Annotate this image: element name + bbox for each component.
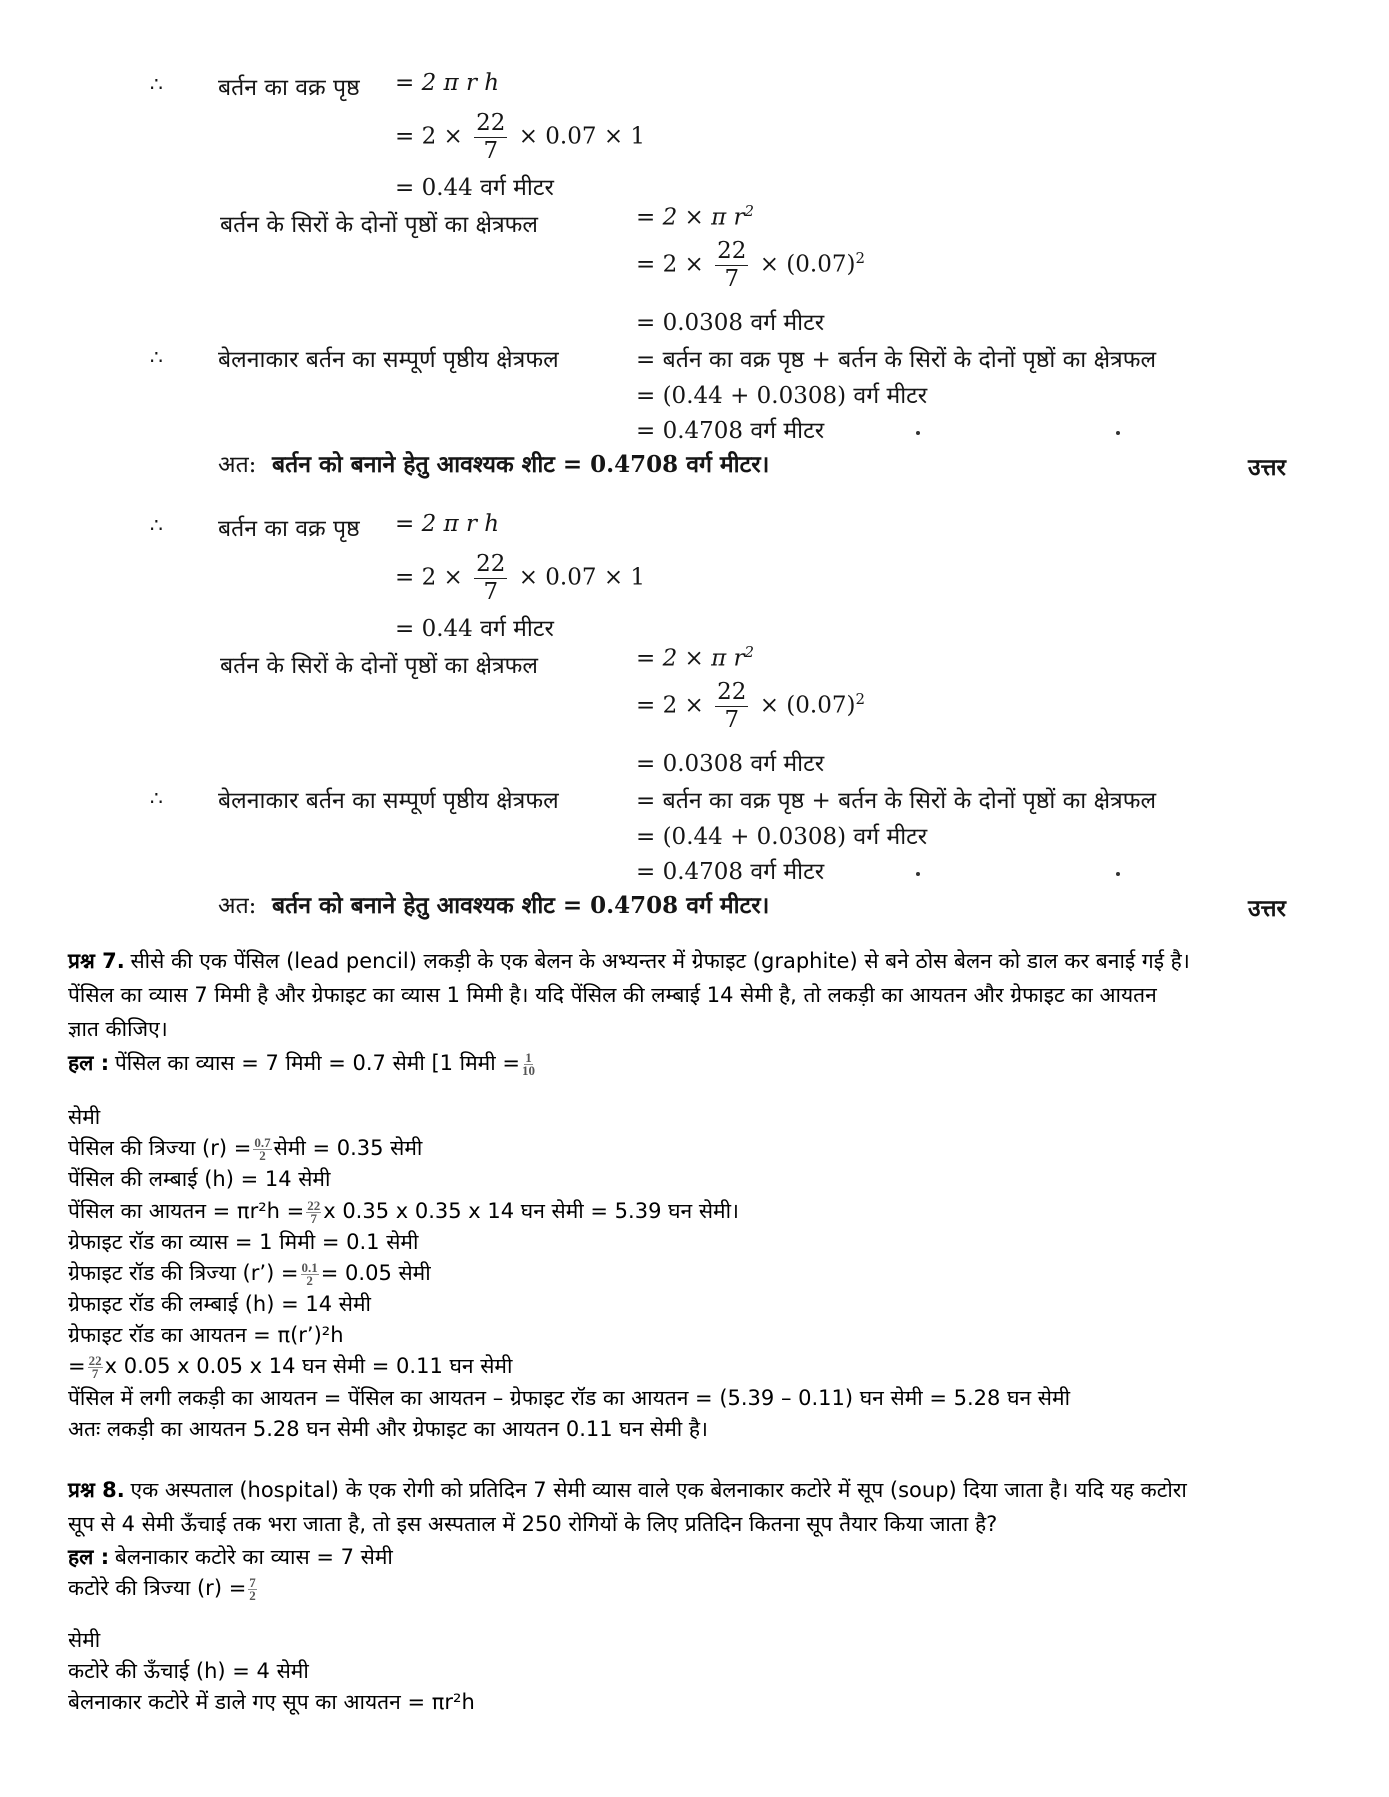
curved-surface-formula: = 2 π r h [395,511,500,537]
q7-length: पेंसिल की लम्बाई (h) = 14 सेमी [68,1167,331,1191]
step-prefix: = 2 × [636,251,704,278]
curved-surface-label: बर्तन का वक्र पृष्ठ [218,516,360,542]
curved-surface-step [395,553,645,604]
formula-text: = 2 × π r [636,204,745,231]
q7-rod-length: ग्रेफाइट रॉड की लम्बाई (h) = 14 सेमी [68,1292,371,1316]
fraction [715,240,748,291]
numerator: 7 [249,1574,256,1590]
conclusion-prefix: अत: [218,893,257,919]
denominator: 7 [483,138,499,164]
total-area-result: = 0.4708 वर्ग मीटर [636,418,825,444]
question-text: एक अस्पताल (hospital) के एक रोगी को प्रतिदिन 7 सेमी व्यास वाले एक बेलनाकार कटोरे में सूप (soup) दिया जाता है। यदि यह कटोरा [130,1478,1187,1502]
q8-solution-line-1 [68,1543,393,1571]
numerator: 22 [88,1352,102,1368]
answer-label: उत्तर [1248,895,1286,922]
q7-rod-diameter: ग्रेफाइट रॉड का व्यास = 1 मिमी = 0.1 सेमी [68,1230,419,1254]
total-area-formula: = बर्तन का वक्र पृष्ठ + बर्तन के सिरों के दोनों पृष्ठों का क्षेत्रफल [636,788,1157,814]
q7-line-2: पेंसिल का व्यास 7 मिमी है और ग्रेफाइट का व्यास 1 मिमी है। यदि पेंसिल की लम्बाई 14 सेमी है, तो लकड़ी का आयतन और ग्रेफाइट का आयतन [68,983,1157,1007]
q8-volume: बेलनाकार कटोरे में डाले गए सूप का आयतन = πr²h [68,1690,475,1714]
ends-area-label: बर्तन के सिरों के दोनों पृष्ठों का क्षेत्रफल [220,212,538,238]
fraction [306,1197,321,1227]
curved-surface-step [395,112,645,163]
q7-rod-calc [68,1352,512,1381]
question-number: प्रश्न 8. [68,1478,125,1502]
ends-area-step [636,240,865,291]
q8-line-2: सूप से 4 सेमी ऊँचाई तक भरा जाता है, तो इस अस्पताल में 250 रोगियों के लिए प्रतिदिन कितना सूप तैयार किया जाता है? [68,1512,998,1536]
numerator: 22 [476,110,506,136]
q8-radius [68,1574,259,1603]
total-area-result: = 0.4708 वर्ग मीटर [636,859,825,885]
numerator: 0.1 [301,1259,318,1275]
ends-area-label: बर्तन के सिरों के दोनों पृष्ठों का क्षेत्रफल [220,653,538,679]
step-suffix: × (0.07) [759,692,856,719]
total-area-step: = (0.44 + 0.0308) वर्ग मीटर [636,383,928,409]
scan-speck [916,872,920,876]
conclusion-text: बर्तन को बनाने हेतु आवश्यक शीट = 0.4708 वर्ग मीटर। [272,892,770,919]
numerator: 22 [476,551,506,577]
total-area-label: बेलनाकार बर्तन का सम्पूर्ण पृष्ठीय क्षेत्रफल [218,347,559,373]
step-suffix: × 0.07 × 1 [518,123,646,150]
step-prefix: = 2 × [395,564,463,591]
curved-surface-formula: = 2 π r h [395,70,500,96]
q7-line-1 [68,947,1190,975]
question-number: प्रश्न 7. [68,949,125,973]
q7-solution-line-1 [68,1049,537,1078]
q7-unit-line: सेमी [68,1105,101,1129]
q8-line-1 [68,1476,1187,1504]
therefore-symbol: ∴ [150,72,163,96]
text: x 0.05 x 0.05 x 14 घन सेमी = 0.11 घन सेमी [104,1354,513,1378]
numerator: 22 [717,238,747,264]
fraction [88,1352,103,1382]
fraction [248,1574,257,1604]
question-text: सीसे की एक पेंसिल (lead pencil) लकड़ी के एक बेलन के अभ्यन्तर में ग्रेफाइट (graphite) से बने ठोस बेलन को डाल कर बनाई गई है। [130,949,1190,973]
q7-radius [68,1134,422,1163]
fraction [474,112,507,163]
q7-wood-volume: पेंसिल में लगी लकड़ी का आयतन = पेंसिल का आयतन – ग्रेफाइट रॉड का आयतन = (5.39 – 0.11) घन सेमी = 5.28 घन सेमी [68,1386,1071,1410]
total-area-step: = (0.44 + 0.0308) वर्ग मीटर [636,824,928,850]
denominator: 7 [724,266,740,292]
exponent: 2 [744,643,755,661]
step-suffix: × 0.07 × 1 [518,564,646,591]
numerator: 22 [717,679,747,705]
ends-area-result: = 0.0308 वर्ग मीटर [636,310,825,336]
text: ग्रेफाइट रॉड की त्रिज्या (r’) = [68,1261,299,1285]
denominator: 2 [259,1148,266,1164]
exponent: 2 [744,202,755,220]
denominator: 2 [306,1273,313,1289]
step-suffix: × (0.07) [759,251,856,278]
ends-area-formula [636,202,754,231]
conclusion-text: बर्तन को बनाने हेतु आवश्यक शीट = 0.4708 वर्ग मीटर। [272,451,770,478]
step-prefix: = 2 × [636,692,704,719]
fraction [301,1259,319,1289]
answer-label: उत्तर [1248,454,1286,481]
text: पेसिल की त्रिज्या (r) = [68,1136,252,1160]
numerator: 22 [307,1197,321,1213]
denominator: 7 [310,1211,317,1227]
conclusion-prefix: अत: [218,452,257,478]
text: x 0.35 x 0.35 x 14 घन सेमी = 5.39 घन सेमी। [323,1199,739,1223]
fraction [715,681,748,732]
scan-speck [916,431,920,435]
q7-rod-radius [68,1259,431,1288]
therefore-symbol: ∴ [150,513,163,537]
therefore-symbol: ∴ [150,786,163,810]
step-prefix: = 2 × [395,123,463,150]
exponent: 2 [855,248,865,267]
q8-unit-line: सेमी [68,1628,101,1652]
ends-area-result: = 0.0308 वर्ग मीटर [636,751,825,777]
solution-text: बेलनाकार कटोरे का व्यास = 7 सेमी [114,1545,393,1569]
numerator: 1 [525,1049,532,1065]
denominator: 10 [521,1063,535,1079]
total-area-label: बेलनाकार बर्तन का सम्पूर्ण पृष्ठीय क्षेत्रफल [218,788,559,814]
text: सेमी = 0.35 सेमी [273,1136,423,1160]
denominator: 7 [91,1366,99,1382]
q7-volume [68,1197,739,1226]
text: कटोरे की त्रिज्या (r) = [68,1576,247,1600]
q7-line-3: ज्ञात कीजिए। [68,1017,168,1041]
curved-surface-result: = 0.44 वर्ग मीटर [395,175,554,201]
ends-area-step [636,681,865,732]
ends-area-formula [636,643,754,672]
fraction [253,1134,271,1164]
scan-speck [1116,872,1120,876]
denominator: 2 [249,1588,256,1604]
solution-label: हल : [68,1545,110,1569]
formula-text: = 2 × π r [636,645,745,672]
numerator: 0.7 [254,1134,271,1150]
solution-text: पेंसिल का व्यास = 7 मिमी = 0.7 सेमी [1 मिमी = [114,1051,520,1075]
q7-rod-volume: ग्रेफाइट रॉड का आयतन = π(r’)²h [68,1323,344,1347]
therefore-symbol: ∴ [150,345,163,369]
solution-label: हल : [68,1051,110,1075]
denominator: 7 [724,707,740,733]
scan-speck [1116,431,1120,435]
curved-surface-label: बर्तन का वक्र पृष्ठ [218,75,360,101]
fraction [474,553,507,604]
curved-surface-result: = 0.44 वर्ग मीटर [395,616,554,642]
fraction [521,1049,535,1079]
q8-height: कटोरे की ऊँचाई (h) = 4 सेमी [68,1659,309,1683]
q7-conclusion: अतः लकड़ी का आयतन 5.28 घन सेमी और ग्रेफाइट का आयतन 0.11 घन सेमी है। [68,1417,709,1441]
exponent: 2 [855,689,865,708]
total-area-formula: = बर्तन का वक्र पृष्ठ + बर्तन के सिरों के दोनों पृष्ठों का क्षेत्रफल [636,347,1157,373]
text: = 0.05 सेमी [320,1261,431,1285]
text: = [68,1354,86,1378]
text: पेंसिल का आयतन = πr²h = [68,1199,305,1223]
denominator: 7 [483,579,499,605]
